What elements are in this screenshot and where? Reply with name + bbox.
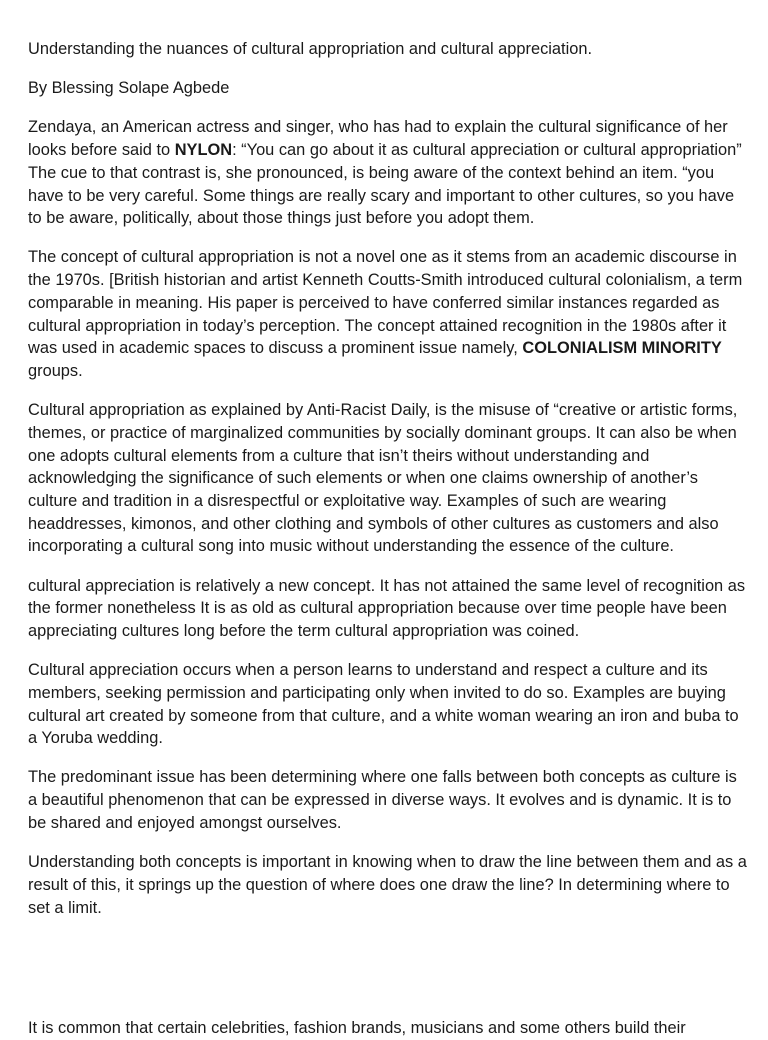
paragraph-appreciation-definition: Cultural appreciation occurs when a person learns to understand and respect a culture and its members, seeking permission and participating only when invited to do so. Examples are buying cultural art created by someone from that culture, and a white woman wearing an iron and buba to a Yoruba wedding. bbox=[28, 661, 739, 748]
article-byline: By Blessing Solape Agbede bbox=[28, 79, 230, 98]
paragraph-zendaya-text-2: : “You can go about it as cultural appreciation or cultural appropriation” The cue to that contrast is, she pronounced, is being aware of the context behind an item. “you have to be very careful. Some things are really scary and important to other cultures, so you have to be aware, politically, about those things just before you adopt them. bbox=[28, 141, 742, 228]
paragraph-concept-origin-text-1: The concept of cultural appropriation is not a novel one as it stems from an academic discourse in the 1970s. [British historian and artist Kenneth Coutts-Smith introduced cultural colonialism, a term comparable in meaning. His paper is perceived to have conferred similar instances regarded as cultural appropriation in today’s perception. The concept attained recognition in the 1980s after it was used in academic spaces to discuss a prominent issue namely, bbox=[28, 248, 743, 358]
paragraph-cut-off: It is common that certain celebrities, fashion brands, musicians and some others build their bbox=[28, 1019, 686, 1037]
paragraph-appropriation-definition: Cultural appropriation as explained by Anti-Racist Daily, is the misuse of “creative or artistic forms, themes, or practice of marginalized communities by socially dominant groups. It can also be when one adopts cultural elements from a culture that isn’t theirs without understanding and acknowledging the significance of such elements or when one claims ownership of another’s culture and tradition in a disrespectful or exploitative way. Examples of such are wearing headdresses, kimonos, and other clothing and symbols of other cultures as customers and also incorporating a cultural song into music without understanding the essence of the culture. bbox=[28, 401, 738, 556]
nylon-bold-text: NYLON bbox=[174, 141, 233, 160]
paragraph-appreciation-concept: cultural appreciation is relatively a new concept. It has not attained the same level of recognition as the former nonetheless It is as old as cultural appropriation because over time people have been appreciating cultures long before the term cultural appropriation was coined. bbox=[28, 576, 746, 640]
paragraph-zendaya-text-1: Zendaya, an American actress and singer, who has had to explain the cultural significance of her looks before said to bbox=[28, 118, 728, 160]
paragraph-concept-origin-text-2: groups. bbox=[28, 361, 83, 380]
paragraph-concept-origin bbox=[28, 246, 748, 382]
colonialism-minority-bold-text: COLONIALISM MINORITY bbox=[522, 339, 722, 358]
paragraph-draw-the-line: Understanding both concepts is important in knowing when to draw the line between them and as a result of this, it springs up the question of where does one draw the line? In determining where to set a limit. bbox=[28, 853, 747, 917]
paragraph-predominant-issue: The predominant issue has been determining where one falls between both concepts as culture is a beautiful phenomenon that can be expressed in diverse ways. It evolves and is dynamic. It is to be shared and enjoyed amongst ourselves. bbox=[28, 768, 737, 832]
paragraph-zendaya bbox=[28, 116, 748, 230]
article-title: Understanding the nuances of cultural appropriation and cultural appreciation. bbox=[28, 40, 593, 58]
document-body bbox=[28, 38, 748, 936]
